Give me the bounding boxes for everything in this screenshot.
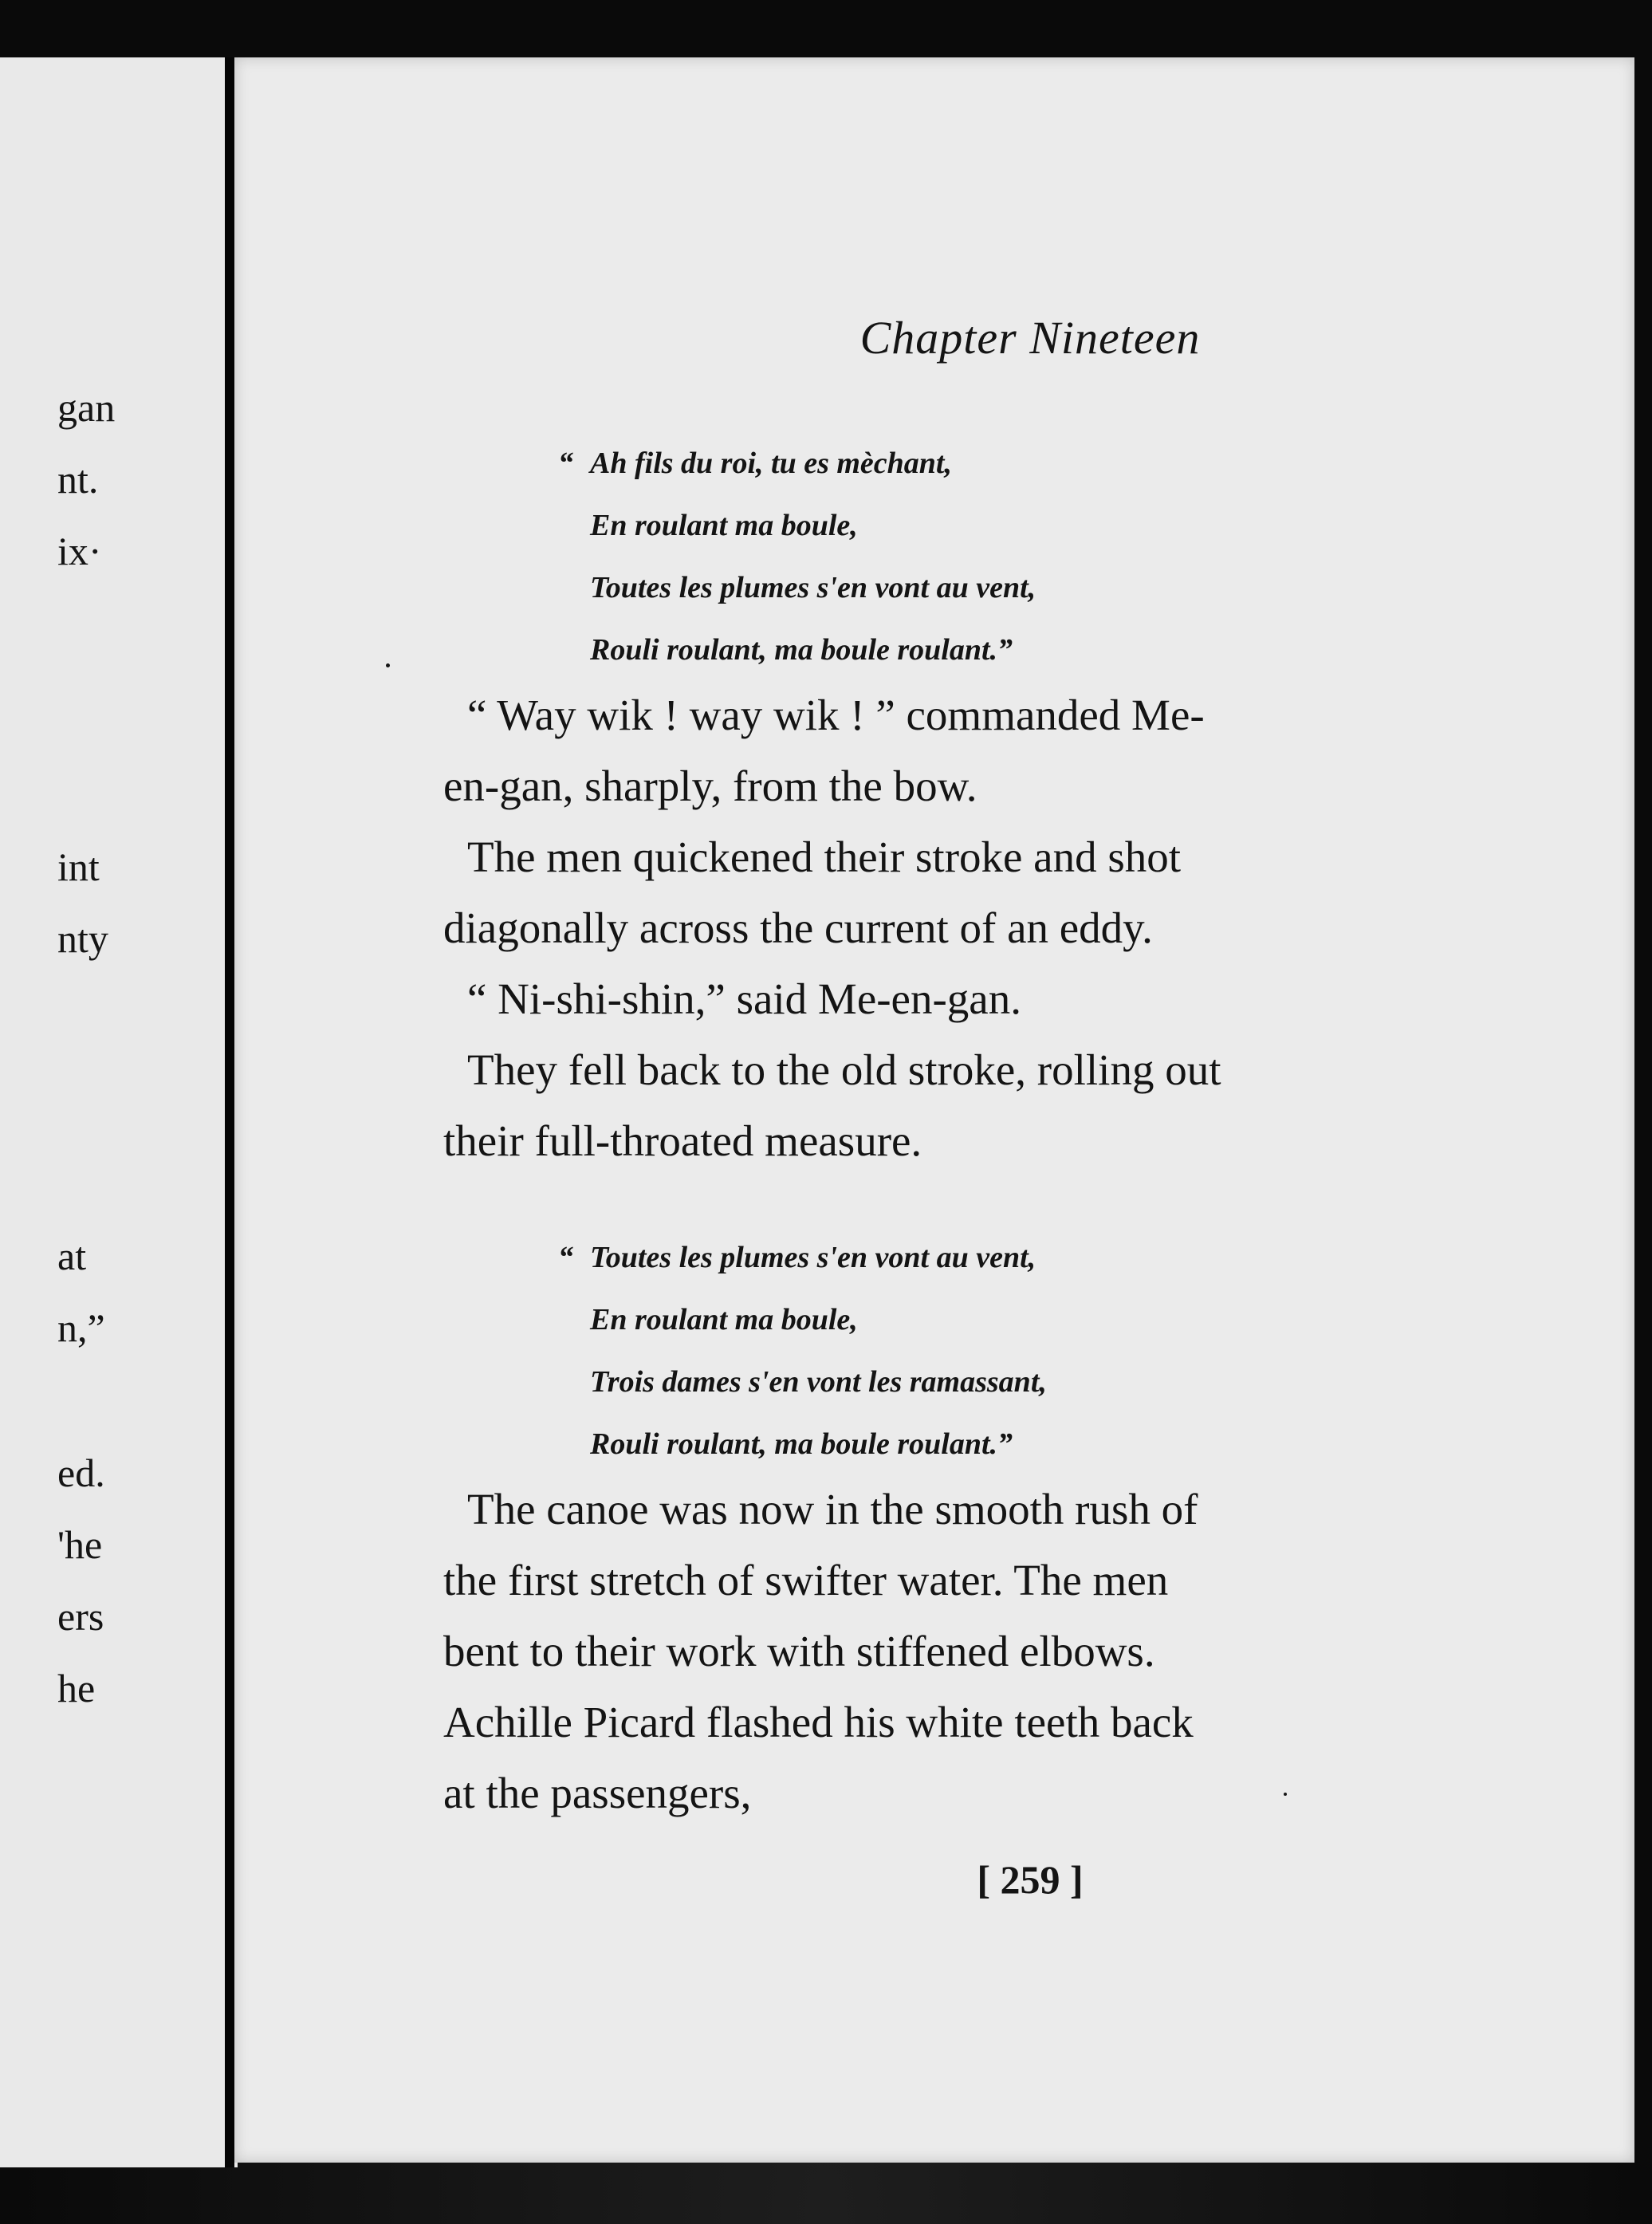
prose-block-2 (443, 1474, 1575, 1828)
prose-line: “ Way wik ! way wik ! ” commanded Me- (467, 691, 1205, 739)
verse-line: Rouli roulant, ma boule roulant.” (590, 1427, 1013, 1461)
prose-line: Achille Picard flashed his white teeth back (443, 1698, 1194, 1746)
prose-line: “ Ni-shi-shin,” said Me-en-gan. (467, 974, 1021, 1023)
opening-quote: “ (558, 1241, 573, 1274)
verse-stanza-1 (558, 432, 1036, 681)
verse-line: Trois dames s'en vont les ramassant, (590, 1365, 1047, 1399)
opening-quote: “ (558, 447, 573, 480)
scan-speck (386, 663, 390, 667)
verse-line: En roulant ma boule, (590, 1303, 858, 1336)
page-number: [ 259 ] (977, 1857, 1084, 1902)
prose-line: the first stretch of swifter water. The men (443, 1556, 1169, 1604)
prose-line: diagonally across the current of an eddy. (443, 903, 1153, 952)
prose-line: en-gan, sharply, from the bow. (443, 762, 977, 810)
verse-line: “ Toutes les plumes s'en vont au vent, (590, 1226, 1047, 1289)
book-page (234, 57, 1634, 2163)
previous-page: gan nt. ix· int nty at n,” ed. 'he ers he (0, 57, 238, 2167)
prose-line: The men quickened their stroke and shot (467, 833, 1182, 881)
prose-line: bent to their work with stiffened elbows. (443, 1627, 1155, 1675)
prose-line: at the passengers, (443, 1769, 752, 1817)
verse-stanza-2 (558, 1226, 1047, 1475)
prose-line: The canoe was now in the smooth rush of (467, 1485, 1198, 1533)
prose-line: their full-throated measure. (443, 1116, 922, 1165)
verse-line: “ Ah fils du roi, tu es mèchant, (590, 432, 1036, 494)
verse-line: En roulant ma boule, (590, 509, 858, 542)
prose-block-1 (443, 679, 1575, 1176)
scan-speck (1284, 1793, 1287, 1796)
verse-line: Toutes les plumes s'en vont au vent, (590, 571, 1036, 604)
chapter-title: Chapter Nineteen (859, 312, 1201, 364)
verse-line: Rouli roulant, ma boule roulant.” (590, 633, 1013, 667)
page-gutter (225, 57, 234, 2167)
prose-line: They fell back to the old stroke, rolling out (467, 1045, 1221, 1094)
